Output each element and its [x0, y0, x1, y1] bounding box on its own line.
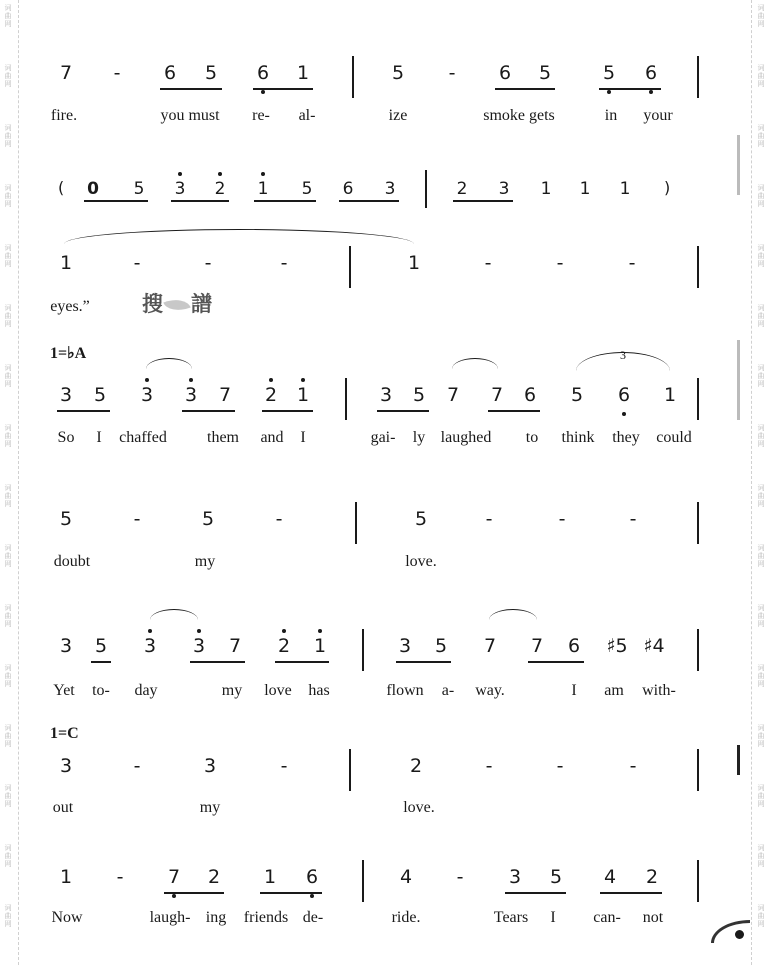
underline	[453, 200, 513, 202]
margin-watermark-text: 词 曲 网	[757, 904, 765, 928]
lyrics-row-1	[0, 106, 770, 136]
lyric: de-	[302, 909, 324, 926]
note: 6	[617, 384, 631, 406]
note: 5	[204, 62, 218, 84]
underline	[505, 892, 566, 894]
high-octave-dot	[145, 378, 149, 382]
high-octave-dot	[282, 629, 286, 633]
lyric: them	[207, 429, 239, 446]
lyric: with-	[642, 682, 676, 699]
margin-watermark-text: 词 曲 网	[757, 664, 765, 688]
note: 5	[570, 384, 584, 406]
margin-watermark-text: 词 曲 网	[4, 664, 12, 688]
margin-watermark-text: 词 曲 网	[757, 124, 765, 148]
interlude-row	[0, 178, 770, 208]
margin-watermark-text: 词 曲 网	[4, 844, 12, 868]
barline	[697, 246, 699, 288]
barline	[697, 502, 699, 544]
barline	[362, 629, 364, 671]
logo-text-right: 譜	[191, 292, 212, 316]
lyrics-row-5	[0, 681, 770, 711]
note: 3	[192, 635, 206, 657]
paren-close: )	[664, 178, 671, 197]
note: 1	[263, 866, 277, 888]
note: 3	[508, 866, 522, 888]
margin-watermark-text: 词 曲 网	[4, 184, 12, 208]
lyric: love.	[405, 553, 437, 570]
barline	[355, 502, 357, 544]
lyric: Tears	[493, 909, 529, 926]
dash: -	[204, 252, 212, 274]
lyric: my	[194, 553, 216, 570]
low-octave-dot	[649, 90, 653, 94]
lyric: fire.	[50, 107, 78, 124]
note: 5	[59, 508, 73, 530]
margin-watermark-text: 词 曲 网	[757, 484, 765, 508]
underline	[495, 88, 555, 90]
paren-open: (	[58, 178, 65, 197]
note: 1	[619, 179, 631, 199]
note: 7	[167, 866, 181, 888]
note: 1	[257, 179, 269, 199]
lyric: you must	[160, 107, 220, 124]
dash: -	[448, 62, 456, 84]
barline	[362, 860, 364, 902]
note: 3	[384, 179, 396, 199]
notation-row-4	[0, 508, 770, 538]
dash: -	[628, 252, 636, 274]
underline	[377, 410, 429, 412]
margin-watermark-text: 词 曲 网	[4, 64, 12, 88]
triplet-mark: 3	[620, 348, 626, 362]
barline	[697, 860, 699, 902]
note: 3	[174, 179, 186, 199]
lyric: friends	[243, 909, 289, 926]
note: 5	[201, 508, 215, 530]
tie	[64, 229, 414, 244]
note: 6	[567, 635, 581, 657]
note: 3	[379, 384, 393, 406]
underline	[254, 200, 316, 202]
lyric: I	[96, 429, 102, 446]
dash: -	[113, 62, 121, 84]
lyric: can-	[593, 909, 621, 926]
lyric: Now	[51, 909, 83, 926]
underline	[396, 661, 451, 663]
lyric: love.	[403, 799, 435, 816]
lyric: I	[550, 909, 556, 926]
dash: -	[280, 252, 288, 274]
note: 2	[214, 179, 226, 199]
note: 7	[59, 62, 73, 84]
key-signature-a-flat: 1=♭A	[50, 345, 87, 362]
dash: -	[280, 755, 288, 777]
margin-watermark-text: 词 曲 网	[757, 724, 765, 748]
lyric: ize	[388, 107, 408, 124]
dash: -	[629, 508, 637, 530]
margin-watermark-text: 词 曲 网	[757, 544, 765, 568]
lyric: al-	[298, 107, 316, 124]
note: 3	[59, 755, 73, 777]
lyric: to	[525, 429, 539, 446]
dash: -	[133, 252, 141, 274]
margin-watermark-text: 词 曲 网	[4, 424, 12, 448]
barline	[349, 246, 351, 288]
note: 2	[409, 755, 423, 777]
lyric: ly	[412, 429, 426, 446]
note: 5	[93, 384, 107, 406]
dash: -	[629, 755, 637, 777]
note: 3	[59, 635, 73, 657]
margin-watermark-text: 词 曲 网	[757, 364, 765, 388]
note: 1	[579, 179, 591, 199]
lyric: So	[57, 429, 75, 446]
underline	[182, 410, 235, 412]
margin-watermark-text: 词 曲 网	[757, 844, 765, 868]
notation-row-5	[0, 635, 770, 665]
lyric: I	[571, 682, 577, 699]
low-octave-dot	[172, 894, 176, 898]
margin-watermark-text: 词 曲 网	[757, 4, 765, 28]
underline	[84, 200, 148, 202]
dash: -	[556, 252, 564, 274]
notation-row-3	[0, 384, 770, 414]
notation-row-1	[0, 62, 770, 92]
note: 1	[296, 384, 310, 406]
lyric: laughed	[440, 429, 492, 446]
margin-watermark-text: 词 曲 网	[4, 124, 12, 148]
lyrics-row-2	[0, 297, 770, 327]
underline	[528, 661, 584, 663]
barline	[352, 56, 354, 98]
lyrics-row-6	[0, 798, 770, 828]
lyric: chaffed	[119, 429, 167, 446]
high-octave-dot	[197, 629, 201, 633]
note: 1	[313, 635, 327, 657]
note: 2	[264, 384, 278, 406]
note: 1	[407, 252, 421, 274]
slur	[146, 358, 192, 369]
dash: -	[116, 866, 124, 888]
lyric: Yet	[53, 682, 75, 699]
note: 4	[603, 866, 617, 888]
lyric: think	[561, 429, 595, 446]
barline	[349, 749, 351, 791]
note: 5	[538, 62, 552, 84]
note: ♯4	[643, 635, 665, 657]
note: 6	[644, 62, 658, 84]
margin-watermark-text: 词 曲 网	[757, 304, 765, 328]
note: 7	[490, 384, 504, 406]
note: 1	[59, 252, 73, 274]
underline	[57, 410, 110, 412]
lyrics-row-4	[0, 552, 770, 582]
lyric: gai-	[370, 429, 396, 446]
slur	[452, 358, 498, 369]
lyric: way.	[475, 682, 505, 699]
note: 5	[94, 635, 108, 657]
note: 2	[645, 866, 659, 888]
dash: -	[485, 508, 493, 530]
lyric: ride.	[391, 909, 421, 926]
note: 6	[305, 866, 319, 888]
lyric: they	[612, 429, 640, 446]
high-octave-dot	[261, 172, 265, 176]
barline	[697, 629, 699, 671]
low-octave-dot	[622, 412, 626, 416]
note: 7	[228, 635, 242, 657]
lyrics-row-7	[0, 908, 770, 938]
lyric: ing	[205, 909, 227, 926]
dash: -	[556, 755, 564, 777]
note: 5	[133, 179, 145, 199]
margin-watermark-text: 词 曲 网	[757, 64, 765, 88]
barline	[697, 378, 699, 420]
underline	[171, 200, 229, 202]
lyric: day	[134, 682, 158, 699]
note: 7	[530, 635, 544, 657]
lyric: I	[300, 429, 306, 446]
logo-text-left: 搜	[142, 292, 163, 316]
lyric: eyes.”	[50, 298, 90, 315]
note: 1	[59, 866, 73, 888]
lyric: doubt	[53, 553, 91, 570]
margin-watermark-text: 词 曲 网	[4, 904, 12, 928]
barline	[345, 378, 347, 420]
dash: -	[133, 755, 141, 777]
margin-watermark-text: 词 曲 网	[4, 4, 12, 28]
margin-watermark-text: 词 曲 网	[757, 244, 765, 268]
lyric: my	[221, 682, 243, 699]
notation-row-7	[0, 866, 770, 896]
underline	[488, 410, 540, 412]
lyric: love	[264, 682, 292, 699]
low-octave-dot	[607, 90, 611, 94]
high-octave-dot	[178, 172, 182, 176]
note: 4	[399, 866, 413, 888]
lyrics-row-3	[0, 428, 770, 458]
lyric: a-	[441, 682, 455, 699]
note: 3	[140, 384, 154, 406]
lyric: smoke gets	[483, 107, 555, 124]
margin-watermark-text: 词 曲 网	[4, 784, 12, 808]
note: 1	[296, 62, 310, 84]
note: 5	[414, 508, 428, 530]
note: 5	[434, 635, 448, 657]
lyric: not	[642, 909, 664, 926]
note: 6	[523, 384, 537, 406]
note: 3	[498, 179, 510, 199]
lyric: and	[260, 429, 284, 446]
decoration-mark	[737, 340, 740, 420]
margin-watermark-text: 词 曲 网	[4, 544, 12, 568]
note: ♯5	[606, 635, 628, 657]
note: 1	[663, 384, 677, 406]
margin-watermark-text: 词 曲 网	[4, 484, 12, 508]
note: 5	[602, 62, 616, 84]
dash: -	[484, 252, 492, 274]
dash: -	[485, 755, 493, 777]
underline	[339, 200, 399, 202]
margin-watermark-text: 词 曲 网	[4, 364, 12, 388]
slur	[150, 609, 198, 620]
note: 3	[203, 755, 217, 777]
notation-row-2	[0, 252, 770, 282]
note: 3	[398, 635, 412, 657]
low-octave-dot	[261, 90, 265, 94]
high-octave-dot	[318, 629, 322, 633]
note: 5	[412, 384, 426, 406]
margin-watermark-text: 词 曲 网	[757, 184, 765, 208]
margin-watermark-text: 词 曲 网	[757, 604, 765, 628]
high-octave-dot	[301, 378, 305, 382]
lyric: in	[604, 107, 618, 124]
lyric: am	[604, 682, 624, 699]
high-octave-dot	[269, 378, 273, 382]
key-signature-c: 1=C	[50, 725, 79, 742]
lyric: to-	[92, 682, 110, 699]
note: 6	[342, 179, 354, 199]
dash: -	[456, 866, 464, 888]
decoration-mark	[737, 745, 740, 775]
lyric: re-	[252, 107, 270, 124]
note: 5	[301, 179, 313, 199]
lyric: laugh-	[149, 909, 191, 926]
high-octave-dot	[218, 172, 222, 176]
note: 6	[256, 62, 270, 84]
note: 1	[540, 179, 552, 199]
lyric: out	[52, 799, 74, 816]
note: 3	[59, 384, 73, 406]
underline	[275, 661, 329, 663]
underline	[190, 661, 245, 663]
underline	[160, 88, 222, 90]
note: 7	[483, 635, 497, 657]
high-octave-dot	[189, 378, 193, 382]
margin-watermark-text: 词 曲 网	[4, 244, 12, 268]
notation-row-6	[0, 755, 770, 785]
note: 0	[87, 179, 99, 199]
note: 6	[163, 62, 177, 84]
barline	[697, 749, 699, 791]
note: 3	[143, 635, 157, 657]
lyric: flown	[386, 682, 424, 699]
dash: -	[133, 508, 141, 530]
underline	[600, 892, 662, 894]
high-octave-dot	[148, 629, 152, 633]
note: 6	[498, 62, 512, 84]
note: 5	[549, 866, 563, 888]
margin-watermark-text: 词 曲 网	[757, 784, 765, 808]
margin-watermark-text: 词 曲 网	[4, 304, 12, 328]
underline	[262, 410, 313, 412]
note: 2	[277, 635, 291, 657]
dash: -	[275, 508, 283, 530]
barline	[697, 56, 699, 98]
note: 2	[207, 866, 221, 888]
dash: -	[558, 508, 566, 530]
note: 2	[456, 179, 468, 199]
slur	[489, 609, 537, 620]
lyric: has	[308, 682, 330, 699]
note: 7	[446, 384, 460, 406]
margin-watermark-text: 词 曲 网	[757, 424, 765, 448]
low-octave-dot	[310, 894, 314, 898]
decoration-mark	[737, 135, 740, 195]
corner-dot	[735, 930, 744, 939]
barline	[425, 170, 427, 208]
underline	[91, 661, 111, 663]
lyric: your	[643, 107, 673, 124]
note: 5	[391, 62, 405, 84]
margin-watermark-text: 词 曲 网	[4, 724, 12, 748]
note: 3	[184, 384, 198, 406]
lyric: could	[656, 429, 692, 446]
note: 7	[218, 384, 232, 406]
lyric: my	[199, 799, 221, 816]
margin-watermark-text: 词 曲 网	[4, 604, 12, 628]
